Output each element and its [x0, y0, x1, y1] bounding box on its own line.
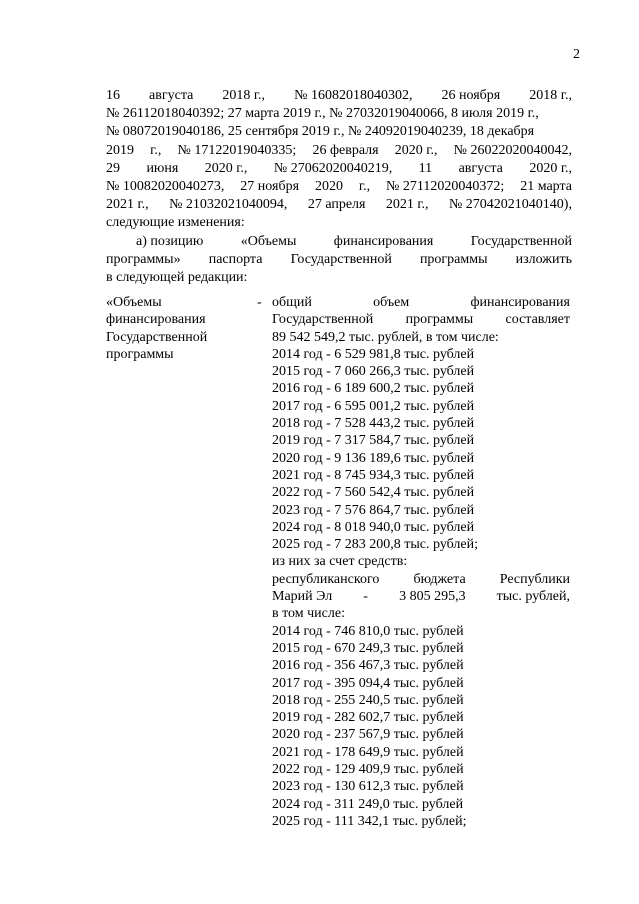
text-fragment: Государственной: [272, 312, 374, 328]
text-fragment: 11: [418, 160, 433, 176]
year-funding-row: 2016 год - 6 189 600,2 тыс. рублей: [272, 381, 475, 397]
text-fragment: -: [363, 589, 368, 605]
text-fragment: «Объемы: [240, 233, 297, 249]
year-budget-row: 2025 год - 111 342,1 тыс. рублей;: [272, 813, 467, 829]
text-fragment: 2021 г.,: [385, 197, 429, 213]
text-fragment: программы»: [106, 251, 181, 267]
year-funding-row: 2020 год - 9 136 189,6 тыс. рублей: [272, 450, 475, 466]
item-a-line: [106, 233, 572, 251]
text-fragment: № 27112020040372;: [386, 179, 505, 195]
amendment-line: [106, 196, 572, 214]
text-fragment: общий: [272, 295, 312, 310]
total-funding-line: [272, 311, 570, 328]
amendment-line: [106, 123, 572, 141]
text-fragment: 2020 г.,: [529, 160, 572, 176]
funding-details: [272, 294, 570, 830]
text-fragment: г.,: [358, 179, 371, 195]
funding-position-title: [106, 294, 256, 363]
year-budget-row: 2022 год - 129 409,9 тыс. рублей: [272, 762, 464, 778]
amendment-line: [106, 160, 572, 178]
text-fragment: паспорта: [208, 251, 263, 267]
text-fragment: 2020: [314, 179, 343, 195]
total-funding-line: [272, 294, 570, 311]
text-fragment: финансирования: [333, 233, 434, 249]
total-funding-amount: 89 542 549,2 тыс. рублей, в том числе:: [272, 329, 499, 345]
text-fragment: № 21032021040094,: [169, 197, 288, 213]
text-fragment: тыс. рублей,: [496, 589, 570, 605]
item-a-paragraph: [106, 233, 572, 269]
text-fragment: финансирования: [470, 295, 570, 310]
text-fragment: августа: [458, 160, 503, 176]
amendment-line: [106, 178, 572, 196]
text-fragment: республиканского: [272, 571, 380, 587]
year-budget-row: 2017 год - 395 094,4 тыс. рублей: [272, 675, 464, 691]
year-budget-row: 2014 год - 746 810,0 тыс. рублей: [272, 623, 464, 639]
text-fragment: 2020 г.,: [394, 142, 438, 158]
year-budget-row: 2020 год - 237 567,9 тыс. рублей: [272, 727, 464, 743]
republican-budget-line: [272, 571, 570, 588]
text-fragment: № 26112018040392; 27 марта 2019 г., № 27032019040066, 8 июля 2019 г.,: [106, 106, 539, 122]
text-fragment: Республики: [499, 571, 570, 587]
text-fragment: 16: [106, 88, 120, 103]
text-fragment: а) позицию: [136, 233, 204, 249]
amendment-line: [106, 142, 572, 160]
page-number: 2: [573, 47, 580, 62]
text-fragment: 27 ноября: [240, 179, 300, 195]
text-fragment: № 17122019040335;: [177, 142, 297, 158]
text-fragment: 3 805 295,3: [399, 589, 466, 605]
text-fragment: № 26022020040042,: [453, 142, 572, 158]
amendment-text: [106, 87, 572, 287]
position-dash: -: [257, 295, 262, 310]
text-fragment: 26 февраля: [312, 142, 379, 158]
text-fragment: августа: [149, 88, 194, 103]
item-a-line: [106, 251, 572, 269]
year-funding-row: 2022 год - 7 560 542,4 тыс. рублей: [272, 485, 475, 501]
year-funding-row: 2025 год - 7 283 200,8 тыс. рублей;: [272, 537, 479, 553]
year-budget-row: 2024 год - 311 249,0 тыс. рублей: [272, 796, 464, 812]
text-fragment: составляет: [505, 312, 570, 328]
text-fragment: 26 ноября: [441, 88, 501, 103]
text-fragment: 29: [106, 160, 120, 176]
budget-by-year-list: [272, 623, 570, 831]
republican-budget-line: [272, 588, 570, 605]
amendment-line: [106, 87, 572, 105]
year-funding-row: 2023 год - 7 576 864,7 тыс. рублей: [272, 502, 475, 518]
text-fragment: № 08072019040186, 25 сентября 2019 г., № 24092019040239, 18 декабря: [106, 124, 535, 140]
text-fragment: № 27042021040140),: [448, 197, 572, 213]
amendment-line: [106, 105, 572, 123]
year-funding-row: 2014 год - 6 529 981,8 тыс. рублей: [272, 346, 475, 362]
text-fragment: 2018 г.,: [529, 88, 572, 103]
text-fragment: Государственной: [470, 233, 572, 249]
year-budget-row: 2023 год - 130 612,3 тыс. рублей: [272, 779, 464, 795]
amendment-dates-paragraph: [106, 87, 572, 214]
position-title-line: финансирования: [106, 312, 206, 328]
text-fragment: Государственной: [290, 251, 392, 267]
text-fragment: 2018 г.,: [222, 88, 266, 103]
year-budget-row: 2019 год - 282 602,7 тыс. рублей: [272, 710, 464, 726]
text-fragment: программы: [419, 251, 488, 267]
republican-budget-lines: [272, 571, 570, 606]
year-funding-row: 2018 год - 7 528 443,2 тыс. рублей: [272, 416, 475, 432]
amendment-lead-line: следующие изменения:: [106, 215, 245, 231]
position-title-line: программы: [106, 346, 174, 362]
position-title-line: Государственной: [106, 329, 208, 345]
text-fragment: изложить: [515, 251, 572, 267]
total-funding-lines: [272, 294, 570, 329]
sources-intro: из них за счет средств:: [272, 554, 408, 570]
text-fragment: г.,: [150, 142, 162, 158]
year-budget-row: 2016 год - 356 467,3 тыс. рублей: [272, 658, 464, 674]
text-fragment: июня: [146, 160, 179, 176]
text-fragment: 2020 г.,: [204, 160, 248, 176]
year-budget-row: 2018 год - 255 240,5 тыс. рублей: [272, 692, 464, 708]
year-budget-row: 2021 год - 178 649,9 тыс. рублей: [272, 744, 464, 760]
year-funding-row: 2024 год - 8 018 940,0 тыс. рублей: [272, 519, 475, 535]
year-funding-row: 2019 год - 7 317 584,7 тыс. рублей: [272, 433, 475, 449]
text-fragment: Марий Эл: [272, 589, 333, 605]
text-fragment: 2019: [106, 142, 134, 158]
year-funding-row: 2017 год - 6 595 001,2 тыс. рублей: [272, 398, 475, 414]
text-fragment: 2021 г.,: [106, 197, 149, 213]
text-fragment: 27 апреля: [307, 197, 366, 213]
position-title-line: «Объемы: [106, 295, 162, 310]
item-a-last-line: в следующей редакции:: [106, 270, 248, 286]
year-funding-row: 2015 год - 7 060 266,3 тыс. рублей: [272, 364, 475, 380]
text-fragment: № 27062020040219,: [273, 160, 393, 176]
text-fragment: № 10082020040273,: [106, 179, 225, 195]
budget-in-that-number: в том числе:: [272, 606, 345, 622]
year-funding-row: 2021 год - 8 745 934,3 тыс. рублей: [272, 467, 475, 483]
year-budget-row: 2015 год - 670 249,3 тыс. рублей: [272, 640, 464, 656]
text-fragment: программы: [405, 312, 474, 328]
text-fragment: 21 марта: [520, 179, 572, 195]
total-by-year-list: [272, 346, 570, 554]
text-fragment: объем: [373, 295, 410, 310]
text-fragment: бюджета: [413, 571, 466, 587]
text-fragment: № 16082018040302,: [294, 88, 413, 103]
